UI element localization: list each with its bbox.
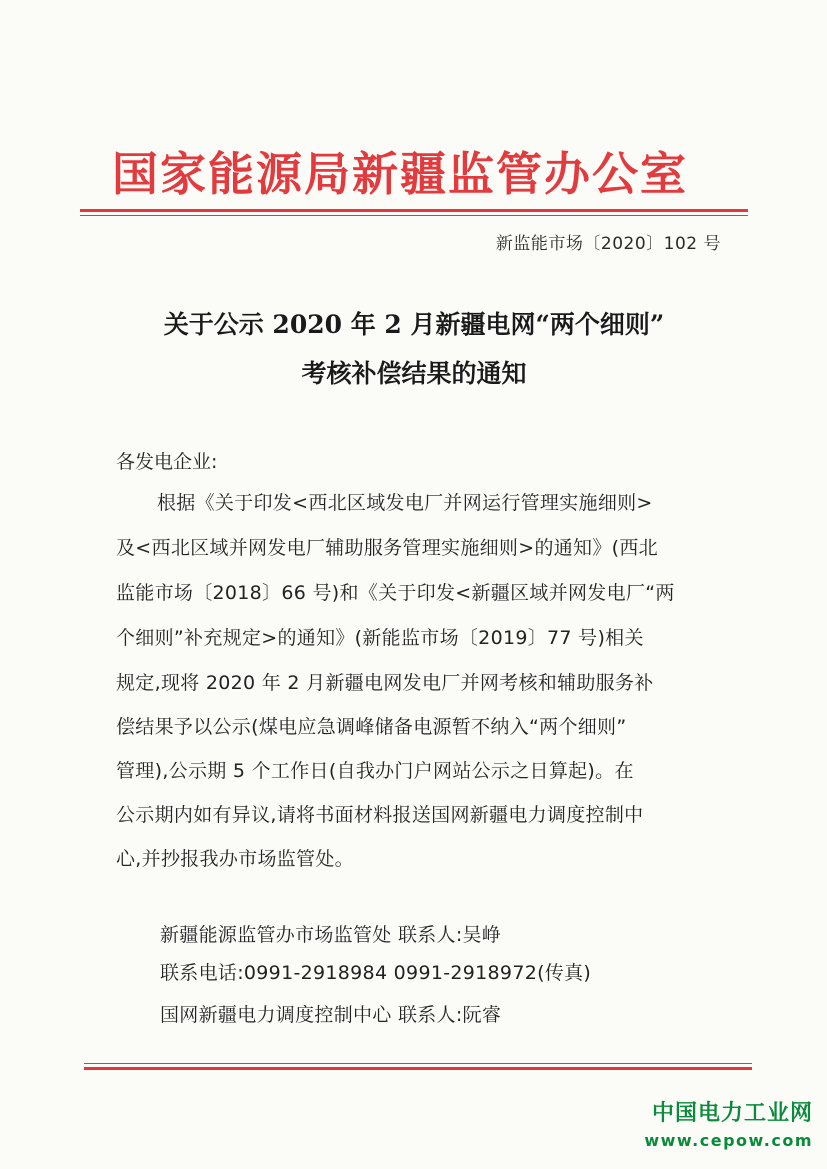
body-line: 偿结果予以公示(煤电应急调峰储备电源暂不纳入“两个细则” — [116, 716, 627, 738]
body-line: 个细则”补充规定>的通知》(新能监市场〔2019〕77 号)相关 — [116, 627, 644, 649]
header-rule-thick — [80, 209, 748, 212]
body-line: 心,并抄报我办市场监管处。 — [116, 848, 354, 870]
footer-rule-thick — [84, 1067, 752, 1070]
document-title-line-2: 考核补偿结果的通知 — [301, 359, 527, 388]
body-line: 管理),公示期 5 个工作日(自我办门户网站公示之日算起)。在 — [116, 760, 634, 782]
body-line: 根据《关于印发<西北区域发电厂并网运行管理实施细则> — [157, 492, 653, 514]
header-rule-thin — [80, 215, 748, 216]
watermark-site-url: www.cepow.com — [644, 1131, 813, 1150]
organization-header: 国家能源局新疆监管办公室 — [112, 147, 688, 201]
body-line: 监能市场〔2018〕66 号)和《关于印发<新疆区域并网发电厂“两 — [116, 582, 675, 604]
footer-rule-thin — [84, 1063, 752, 1064]
document-title-line-1: 关于公示 2020 年 2 月新疆电网“两个细则” — [163, 310, 665, 339]
body-line: 规定,现将 2020 年 2 月新疆电网发电厂并网考核和辅助服务补 — [116, 672, 654, 694]
contact-line-2: 联系电话:0991-2918984 0991-2918972(传真) — [160, 962, 592, 984]
contact-line-1: 新疆能源监管办市场监管处 联系人:吴峥 — [160, 924, 502, 946]
salutation: 各发电企业: — [116, 451, 218, 473]
contact-line-3: 国网新疆电力调度控制中心 联系人:阮睿 — [160, 1004, 502, 1026]
body-line: 及<西北区域并网发电厂辅助服务管理实施细则>的通知》(西北 — [116, 537, 658, 559]
body-line: 公示期内如有异议,请将书面材料报送国网新疆电力调度控制中 — [116, 804, 644, 826]
watermark-site-name: 中国电力工业网 — [651, 1101, 813, 1126]
document-number: 新监能市场〔2020〕102 号 — [495, 234, 721, 254]
